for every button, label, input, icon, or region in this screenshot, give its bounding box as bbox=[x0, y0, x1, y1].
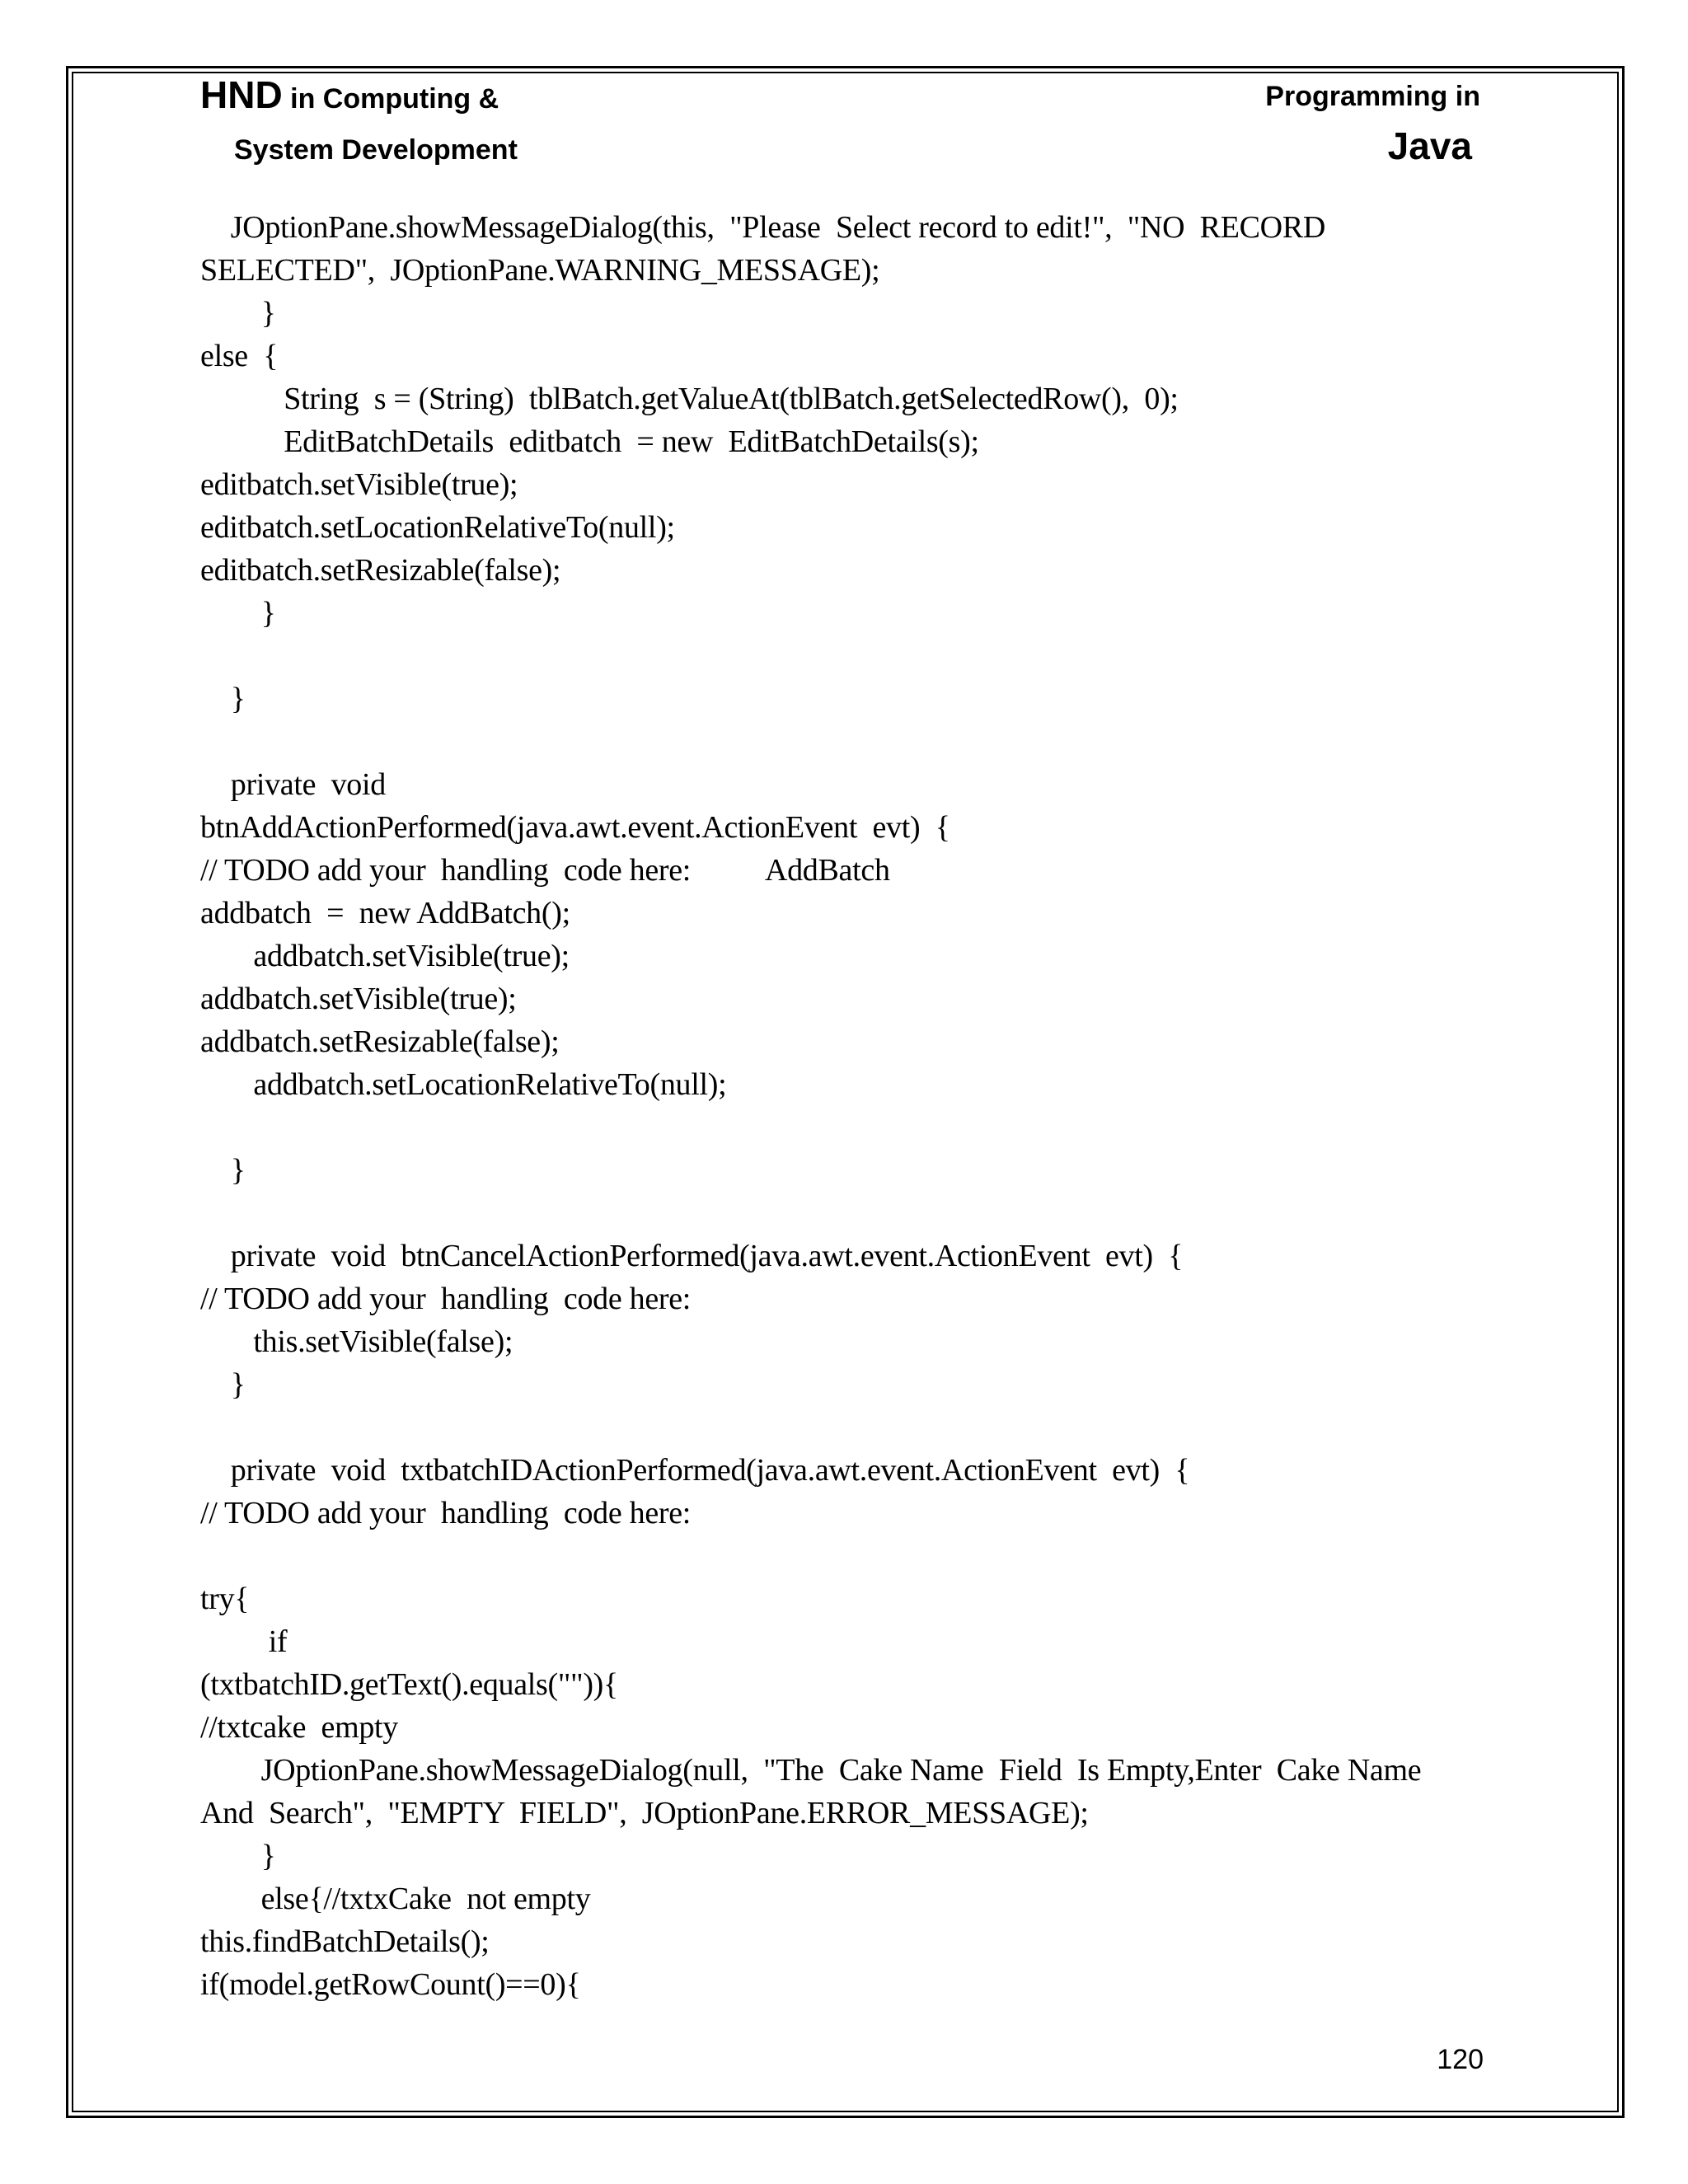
code-line: (txtbatchID.getText().equals("")){ bbox=[200, 1667, 618, 1702]
code-line: editbatch.setLocationRelativeTo(null); bbox=[200, 510, 675, 545]
header-in-computing: in Computing & bbox=[282, 83, 499, 115]
code-line: JOptionPane.showMessageDialog(this, "Please Select record to edit!", "NO RECORD bbox=[200, 210, 1326, 245]
code-line bbox=[200, 1406, 1486, 1449]
header-java: Java bbox=[1387, 124, 1472, 167]
code-line: else { bbox=[200, 339, 279, 373]
code-line: } bbox=[200, 596, 276, 630]
code-line bbox=[200, 1106, 1486, 1149]
code-line: this.setVisible(false); bbox=[200, 1324, 513, 1359]
code-line: if bbox=[200, 1624, 288, 1659]
code-line: And Search", "EMPTY FIELD", JOptionPane.ERROR_MESSAGE); bbox=[200, 1796, 1089, 1830]
code-line: editbatch.setResizable(false); bbox=[200, 553, 561, 588]
code-line: // TODO add your handling code here: AddBatch bbox=[200, 853, 890, 888]
code-line: if(model.getRowCount()==0){ bbox=[200, 1967, 581, 2002]
code-line: private void txtbatchIDActionPerformed(java.awt.event.ActionEvent evt) { bbox=[200, 1453, 1190, 1488]
code-line: SELECTED", JOptionPane.WARNING_MESSAGE); bbox=[200, 253, 880, 288]
code-line: addbatch.setVisible(true); bbox=[200, 939, 570, 973]
code-line: addbatch.setLocationRelativeTo(null); bbox=[200, 1067, 727, 1102]
code-line: btnAddActionPerformed(java.awt.event.ActionEvent evt) { bbox=[200, 810, 950, 845]
code-line: addbatch.setVisible(true); bbox=[200, 982, 517, 1016]
code-line bbox=[200, 720, 1486, 763]
header-programming-in: Programming in bbox=[1265, 81, 1480, 112]
code-line: } bbox=[200, 682, 246, 716]
code-line: } bbox=[200, 1839, 276, 1873]
code-line: String s = (String) tblBatch.getValueAt(tblBatch.getSelectedRow(), 0); bbox=[200, 382, 1179, 416]
code-line: this.findBatchDetails(); bbox=[200, 1924, 490, 1959]
code-line bbox=[200, 1535, 1486, 1577]
header-system-development: System Development bbox=[234, 134, 518, 166]
header-course-title bbox=[200, 73, 499, 117]
header-hnd: HND bbox=[200, 73, 283, 116]
code-line bbox=[200, 635, 1486, 677]
code-listing bbox=[200, 206, 1486, 2006]
code-line: } bbox=[200, 1367, 246, 1402]
code-line: private void btnCancelActionPerformed(java.awt.event.ActionEvent evt) { bbox=[200, 1239, 1184, 1273]
code-line: editbatch.setVisible(true); bbox=[200, 467, 518, 502]
code-line: private void bbox=[200, 767, 386, 802]
code-line: } bbox=[200, 296, 276, 330]
code-line: try{ bbox=[200, 1582, 250, 1616]
code-line: //txtcake empty bbox=[200, 1710, 399, 1745]
code-line: EditBatchDetails editbatch = new EditBatchDetails(s); bbox=[200, 424, 979, 459]
code-line: addbatch = new AddBatch(); bbox=[200, 896, 570, 930]
page-number: 120 bbox=[1437, 2044, 1484, 2075]
code-line bbox=[200, 1192, 1486, 1235]
code-line: } bbox=[200, 1153, 246, 1188]
code-line: else{//txtxCake not empty bbox=[200, 1882, 591, 1916]
code-line: addbatch.setResizable(false); bbox=[200, 1024, 560, 1059]
code-line: // TODO add your handling code here: bbox=[200, 1496, 692, 1530]
code-line: JOptionPane.showMessageDialog(null, "The Cake Name Field Is Empty,Enter Cake Name bbox=[200, 1753, 1422, 1788]
code-line: // TODO add your handling code here: bbox=[200, 1282, 692, 1316]
